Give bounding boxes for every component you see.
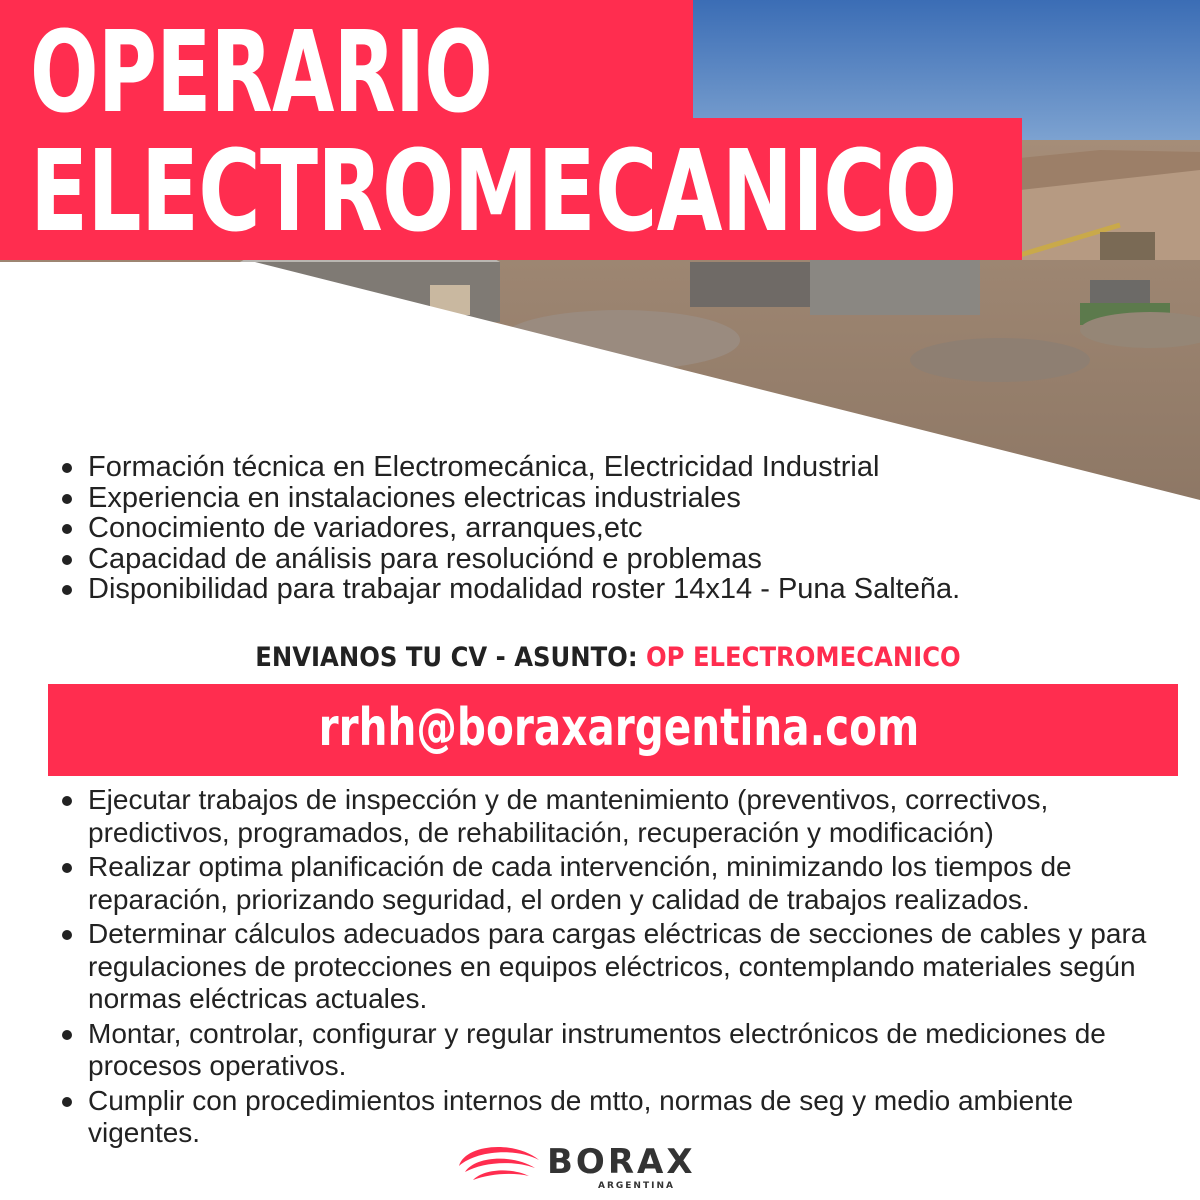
list-item: Montar, controlar, configurar y regular instrumentos electrónicos de mediciones de procesos operativos. <box>60 1018 1180 1083</box>
borax-logo <box>455 1138 695 1194</box>
title-line-2: ELECTROMECANICO <box>30 127 957 257</box>
cv-subject-line <box>61 642 1155 673</box>
requirements-list <box>60 452 1180 605</box>
logo-name: BORAX <box>547 1142 696 1182</box>
cv-prefix: ENVIANOS TU CV - ASUNTO: <box>255 642 647 673</box>
email-banner <box>48 684 1178 776</box>
list-item: Ejecutar trabajos de inspección y de mantenimiento (preventivos, correctivos, predictivos, programados, de rehabilitación, recuperación y modificación) <box>60 784 1180 849</box>
logo-subtitle: ARGENTINA <box>598 1181 675 1191</box>
list-item: Capacidad de análisis para resoluciónd e problemas <box>60 544 1180 575</box>
email-address[interactable]: rrhh@boraxargentina.com <box>318 698 920 758</box>
list-item: Realizar optima planificación de cada intervención, minimizando los tiempos de reparación, priorizando seguridad, el orden y calidad de trabajos realizados. <box>60 851 1180 916</box>
list-item: Determinar cálculos adecuados para cargas eléctricas de secciones de cables y para regulaciones de protecciones en equipos eléctricos, contemplando materiales según normas eléctricas actuales. <box>60 918 1180 1016</box>
list-item: Conocimiento de variadores, arranques,etc <box>60 513 1180 544</box>
list-item: Disponibilidad para trabajar modalidad roster 14x14 - Puna Salteña. <box>60 574 1180 605</box>
list-item: Experiencia en instalaciones electricas industriales <box>60 483 1180 514</box>
tasks-list <box>60 784 1180 1152</box>
list-item: Formación técnica en Electromecánica, Electricidad Industrial <box>60 452 1180 483</box>
title-line-1: OPERARIO <box>30 8 493 138</box>
cv-subject: OP ELECTROMECANICO <box>646 642 961 673</box>
list-item: Cumplir con procedimientos internos de mtto, normas de seg y medio ambiente vigentes. <box>60 1085 1180 1150</box>
borax-swoosh-icon <box>455 1138 545 1194</box>
